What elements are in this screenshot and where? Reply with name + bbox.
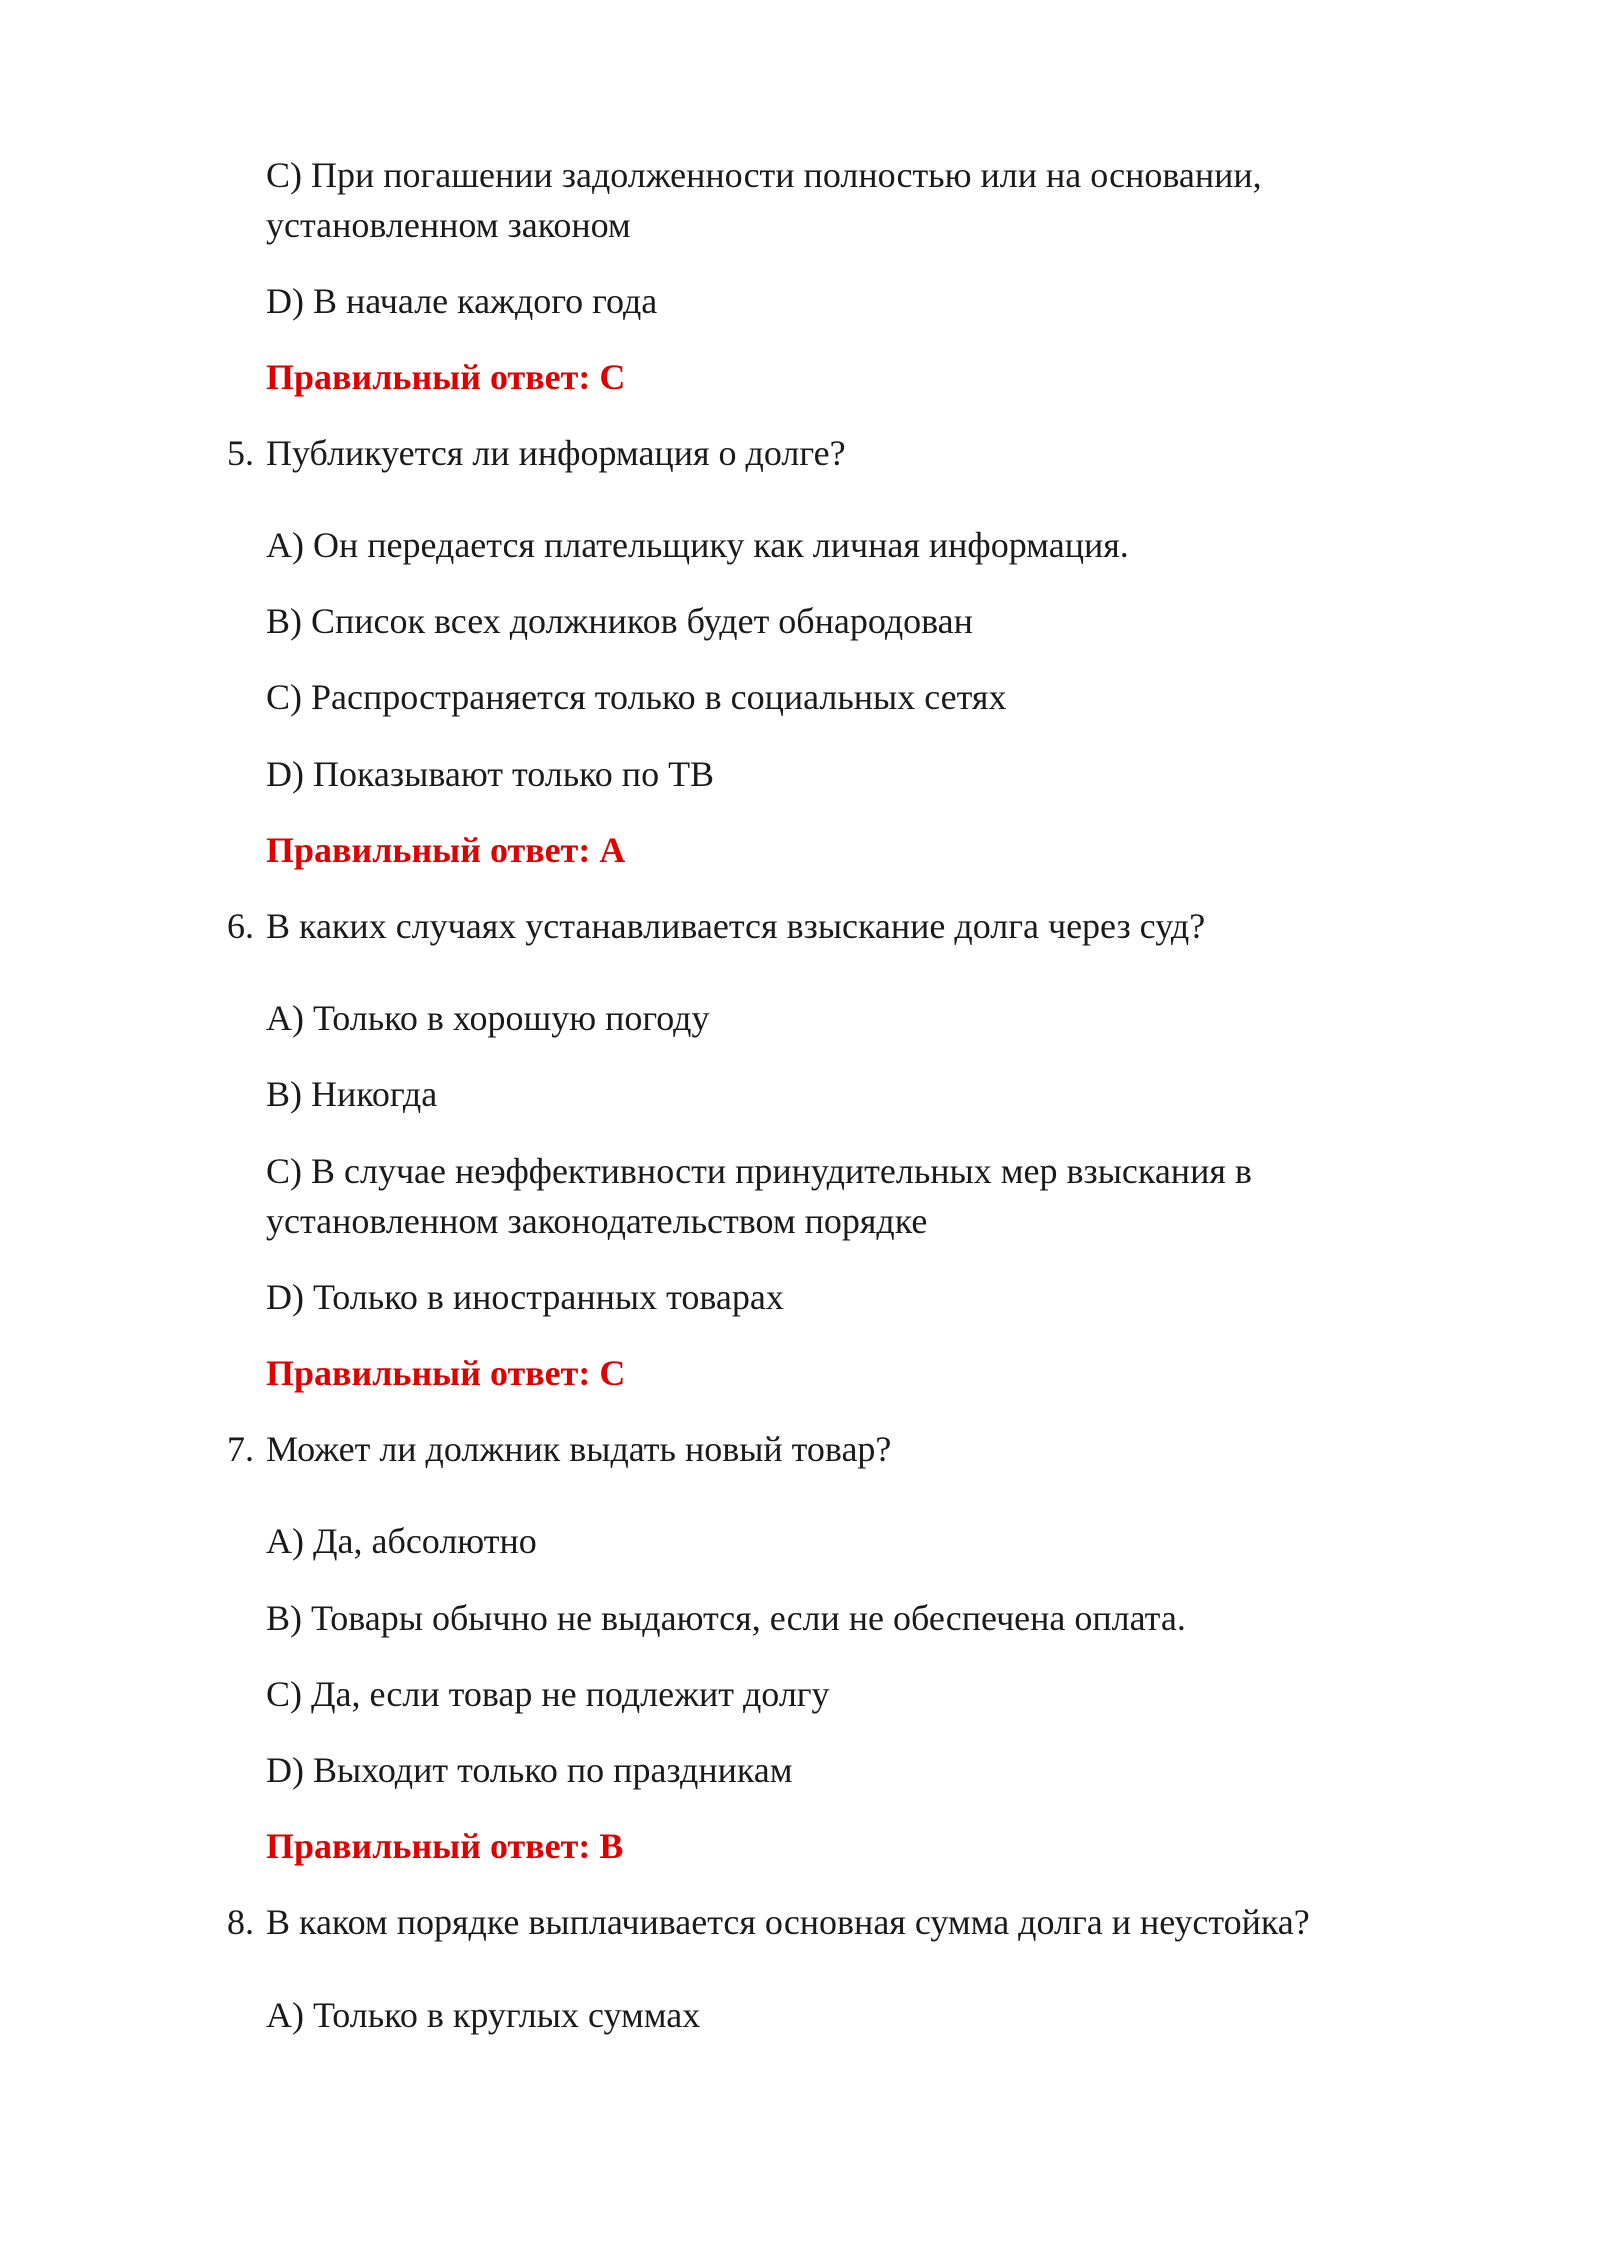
- q4-option-c-line2: установленном законом: [266, 205, 631, 245]
- q7-option-d: D) Выходит только по праздникам: [266, 1750, 793, 1790]
- q5-option-a: A) Он передается плательщику как личная информация.: [266, 525, 1129, 565]
- question-number: 6.: [227, 906, 254, 946]
- q5-option-c: C) Распространяется только в социальных сетях: [266, 677, 1007, 717]
- question-7: [227, 1424, 891, 1474]
- q6-option-c-line2: установленном законодательством порядке: [266, 1201, 928, 1241]
- question-text: Публикуется ли информация о долге?: [266, 433, 846, 473]
- q6-option-d: D) Только в иностранных товарах: [266, 1277, 784, 1317]
- q6-option-b: B) Никогда: [266, 1074, 438, 1114]
- q4-correct-answer: Правильный ответ: C: [266, 357, 626, 397]
- question-number: 5.: [227, 433, 254, 473]
- question-text: Может ли должник выдать новый товар?: [266, 1429, 892, 1469]
- q7-option-a: A) Да, абсолютно: [266, 1521, 537, 1561]
- q7-option-b: B) Товары обычно не выдаются, если не обеспечена оплата.: [266, 1598, 1186, 1638]
- q7-option-c: C) Да, если товар не подлежит долгу: [266, 1674, 830, 1714]
- q4-option-c-line1: C) При погашении задолженности полностью или на основании,: [266, 155, 1262, 195]
- q8-option-a: A) Только в круглых суммах: [266, 1995, 701, 2035]
- question-text: В каких случаях устанавливается взыскание долга через суд?: [266, 906, 1206, 946]
- q5-option-b: B) Список всех должников будет обнародован: [266, 601, 973, 641]
- q6-option-c-line1: C) В случае неэффективности принудительных мер взыскания в: [266, 1151, 1252, 1191]
- q6-correct-answer: Правильный ответ: C: [266, 1353, 626, 1393]
- question-8: [227, 1897, 1310, 1947]
- q5-correct-answer: Правильный ответ: A: [266, 830, 626, 870]
- question-5: [227, 428, 846, 478]
- question-6: [227, 901, 1205, 951]
- q4-option-d: D) В начале каждого года: [266, 281, 658, 321]
- q5-option-d: D) Показывают только по ТВ: [266, 754, 715, 794]
- question-number: 7.: [227, 1429, 254, 1469]
- q6-option-a: A) Только в хорошую погоду: [266, 998, 710, 1038]
- q7-correct-answer: Правильный ответ: B: [266, 1826, 624, 1866]
- question-number: 8.: [227, 1902, 254, 1942]
- question-text: В каком порядке выплачивается основная сумма долга и неустойка?: [266, 1902, 1310, 1942]
